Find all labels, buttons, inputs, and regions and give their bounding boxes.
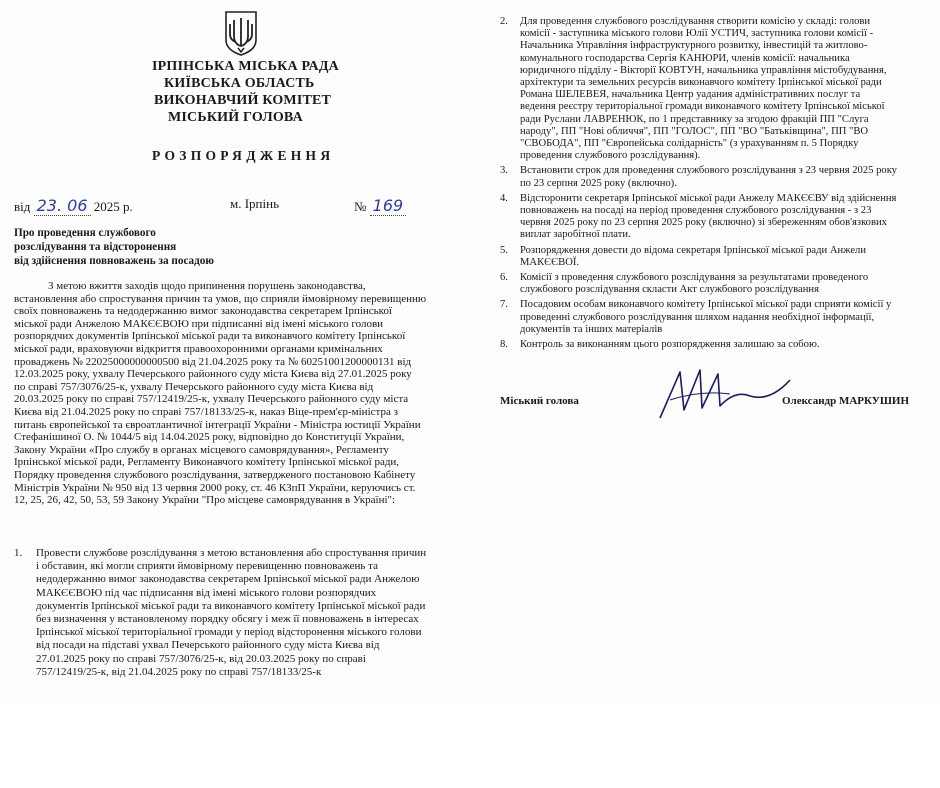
subject-line: Про проведення службового <box>14 227 156 239</box>
item-line: "СВОБОДА", ПП "Європейська солідарність" (з урахуванням п. 5 Порядку <box>520 138 859 150</box>
item-line: архітектури та земельних ресурсів виконавчого комітету Ірпінської міської ради <box>520 77 882 89</box>
list-item-4 <box>500 193 930 242</box>
preamble-line: встановлення або спростування причин та умов, що сприяли ймовірному перевищенню <box>14 292 427 305</box>
org-line: МІСЬКИЙ ГОЛОВА <box>168 110 303 125</box>
subject-line: від здійснення повноважень за посадою <box>14 255 214 267</box>
document-page-2 <box>490 0 940 700</box>
item-line: червня 2025 року по 23 серпня 2025 року (включно) зі збереженням обов'язкових <box>520 217 887 229</box>
item-line: службового розслідування скласти Акт службового розслідування <box>520 284 819 296</box>
item-number: 5. <box>500 244 508 256</box>
organization-header <box>150 58 339 126</box>
preamble-line: Ірпінської міської ради, Регламенту Виконавчого комітету Ірпінської міської ради, <box>14 456 400 469</box>
preamble <box>14 280 474 507</box>
date-suffix: 2025 р. <box>93 199 133 214</box>
item-line: Посадовим особам виконавчого комітету Ірпінської міської ради сприяти комісії у <box>520 299 892 311</box>
item-number: 6. <box>500 272 508 284</box>
list-item-2 <box>500 16 930 162</box>
handwritten-date: 23. 06 <box>34 196 91 216</box>
item-line: Ірпінської міської територіальної громади у період відсторонення міського голови <box>36 626 422 639</box>
subject-heading <box>14 226 214 268</box>
item-number: 8. <box>500 339 508 351</box>
trident-coat-of-arms-icon <box>224 10 258 56</box>
org-line: ІРПІНСЬКА МІСЬКА РАДА <box>152 59 339 74</box>
list-item-5 <box>500 245 930 269</box>
place: м. Ірпінь <box>230 196 280 211</box>
date-prefix: від <box>14 199 31 214</box>
list-item-3 <box>500 165 930 189</box>
item-line: і обставин, які могли сприяти ймовірному перевищенню повноважень та <box>36 560 379 573</box>
item-number: 1. <box>14 547 23 559</box>
item-text <box>500 272 930 296</box>
preamble-line: Закону України «Про службу в органах місцевого самоврядування», Регламенту <box>14 443 389 456</box>
item-line: Відсторонити секретаря Ірпінської міської ради Анжелу МАКЄЄВУ від здійснення <box>520 192 897 204</box>
item-number: 7. <box>500 299 508 311</box>
number-field <box>354 196 406 215</box>
preamble-line: питань європейської та євроатлантичної інтеграції України - Міністра юстиції України <box>14 418 421 431</box>
item-line: Провести службове розслідування з метою встановлення або спростування причин <box>36 547 427 559</box>
item-line: Контроль за виконанням цього розпорядження залишаю за собою. <box>520 339 820 351</box>
list-item-6 <box>500 272 930 296</box>
handwritten-signature-icon <box>640 360 800 430</box>
item-line: проведення службового розслідування). <box>520 150 701 162</box>
handwritten-number: 169 <box>370 196 407 216</box>
item-line: народу", ПП "Нові обличчя", ПП "ГОЛОС", ПП "ВО "Батьківщина", ПП "ВО <box>520 125 869 137</box>
preamble-line: проваджень № 22025000000000500 від 21.04.2025 року та № 60251001200000131 від <box>14 355 412 368</box>
item-line: Романа ШЕЛЕВЕЯ, начальника Центр уадания адміністративних послуг та <box>520 89 861 101</box>
preamble-line: 20.03.2025 року по справі 757/12419/25-к, ухвалу Печерського районного суду міста <box>14 393 409 406</box>
item-line: ради Руслани ЛАВРЕНЮК, по 1 представнику за згодою фракцій ПП "Слуга <box>520 113 869 125</box>
preamble-line: Києва від 21.04.2025 року по справі 757/18133/25-к, наказ Віце-прем'єр-міністра з <box>14 405 398 418</box>
item-text <box>500 339 930 351</box>
item-line: повноважень на посаді на період проведення службового розслідування - з 23 <box>520 205 872 217</box>
list-item-7 <box>500 299 930 336</box>
preamble-line: міської ради Анжелою МАКЄЄВОЮ при підписанні від імені міського голови <box>14 317 384 330</box>
preamble-line: розпорядчих документів Ірпінської міської ради та виконавчого комітету Ірпінської <box>14 330 406 343</box>
date-field <box>14 196 133 215</box>
item-number: 4. <box>500 192 508 204</box>
preamble-line: 12, 25, 26, 42, 50, 53, 59 Закону України "Про місцеве самоврядування в Україні": <box>14 494 396 507</box>
preamble-line: 12.03.2025 року, ухвалу Печерського районного суду міста Києва від 27.01.2025 року <box>14 368 412 381</box>
item-line: 27.01.2025 року по справі 757/3076/25-к, від 20.03.2025 року по справі <box>36 652 366 665</box>
item-line: виплат заробітної плати. <box>520 229 631 241</box>
item-text <box>500 193 930 242</box>
item-line: ведення реєстру територіальної громади виконавчого комітету Ірпінської міської <box>520 101 885 113</box>
item-line: МАКЄЄВОЇ. <box>520 256 580 268</box>
signatory-position: Міський голова <box>500 395 579 407</box>
item-line: Розпорядження довести до відома секретаря Ірпінської міської ради Анжели <box>520 244 867 256</box>
item-text <box>14 547 474 679</box>
preamble-line: З метою вжиття заходів щодо припинення порушень законодавства, <box>48 280 366 292</box>
item-text <box>500 165 930 189</box>
item-line: юридичного підділу - Вікторії КОВТУН, начальника управління містобудування, <box>520 64 887 76</box>
document-type-title: РОЗПОРЯДЖЕННЯ <box>152 148 335 163</box>
item-line: без визначення у встановленому порядку обсягу і меж її повноважень в інтересах <box>36 613 419 626</box>
preamble-line: Стефанішиної О. № 1044/5 від 14.04.2025 року, відповідно до Конституції України, <box>14 431 405 444</box>
preamble-line: міської ради, враховуючи відкриття правоохоронними органами кримінальних <box>14 342 383 355</box>
org-line: КИЇВСЬКА ОБЛАСТЬ <box>164 76 315 91</box>
item-text <box>500 16 930 162</box>
signatory-name: Олександр МАРКУШИН <box>782 395 910 407</box>
item-text <box>500 245 930 269</box>
item-line: Встановити строк для проведення службового розслідування з 23 червня 2025 року <box>520 165 897 177</box>
item-line: комунального господарства Сергія КАНЮРИ, членів комісії: начальника <box>520 52 850 64</box>
document-page-1 <box>0 0 488 700</box>
item-line: Комісії з проведення службового розслідування за результатами проведеного <box>520 272 869 284</box>
preamble-line: Порядку проведення службового розслідування, затвердженого постановою Кабінету <box>14 468 416 481</box>
item-line: документів та інших матеріалів <box>520 323 663 335</box>
subject-line: розслідування та відсторонення <box>14 241 177 253</box>
list-item-8 <box>500 339 930 351</box>
item-line: проведенні службового розслідування шляхом надання необхідної інформації, <box>520 311 875 323</box>
item-line: 757/12419/25-к, від 21.04.2025 року по справі 757/18133/25-к <box>36 665 322 678</box>
item-line: комісії - заступника міського голови Юлії УСТИЧ, заступника голови комісії - <box>520 28 874 40</box>
item-line: Для проведення службового розслідування створити комісію у складі: голови <box>520 16 871 27</box>
item-line: МАКЄЄВОЮ під час підписання від імені міського голови розпорядчих <box>36 586 377 599</box>
item-line: недодержанню вимог законодавства секретарем Ірпінської міської ради Анжелою <box>36 573 420 586</box>
list-item-1 <box>14 547 474 679</box>
item-text <box>500 299 930 336</box>
item-line: документів Ірпінської міської ради та виконавчого комітету Ірпінської міської ради <box>36 599 426 612</box>
item-line: від посади на підставі ухвал Печерського районного суду міста Києва від <box>36 639 380 652</box>
numbered-list <box>500 16 930 354</box>
item-line: по 23 серпня 2025 року (включно). <box>520 177 677 189</box>
item-line: Начальника Управління інфраструктурного розвитку, інвестицій та житлово- <box>520 40 868 52</box>
preamble-line: по справі 757/3076/25-к, ухвалу Печерського районного суду міста Києва від <box>14 380 374 393</box>
preamble-line: Міністрів України № 950 від 13 червня 2000 року, ст. 46 КЗпП України, керуючись ст. <box>14 481 416 494</box>
org-line: ВИКОНАВЧИЙ КОМІТЕТ <box>154 93 332 108</box>
number-prefix: № <box>354 199 367 214</box>
preamble-line: своїх повноважень та недодержанню вимог законодавства секретарем Ірпінської <box>14 305 393 318</box>
item-number: 3. <box>500 165 508 177</box>
item-number: 2. <box>500 16 508 27</box>
